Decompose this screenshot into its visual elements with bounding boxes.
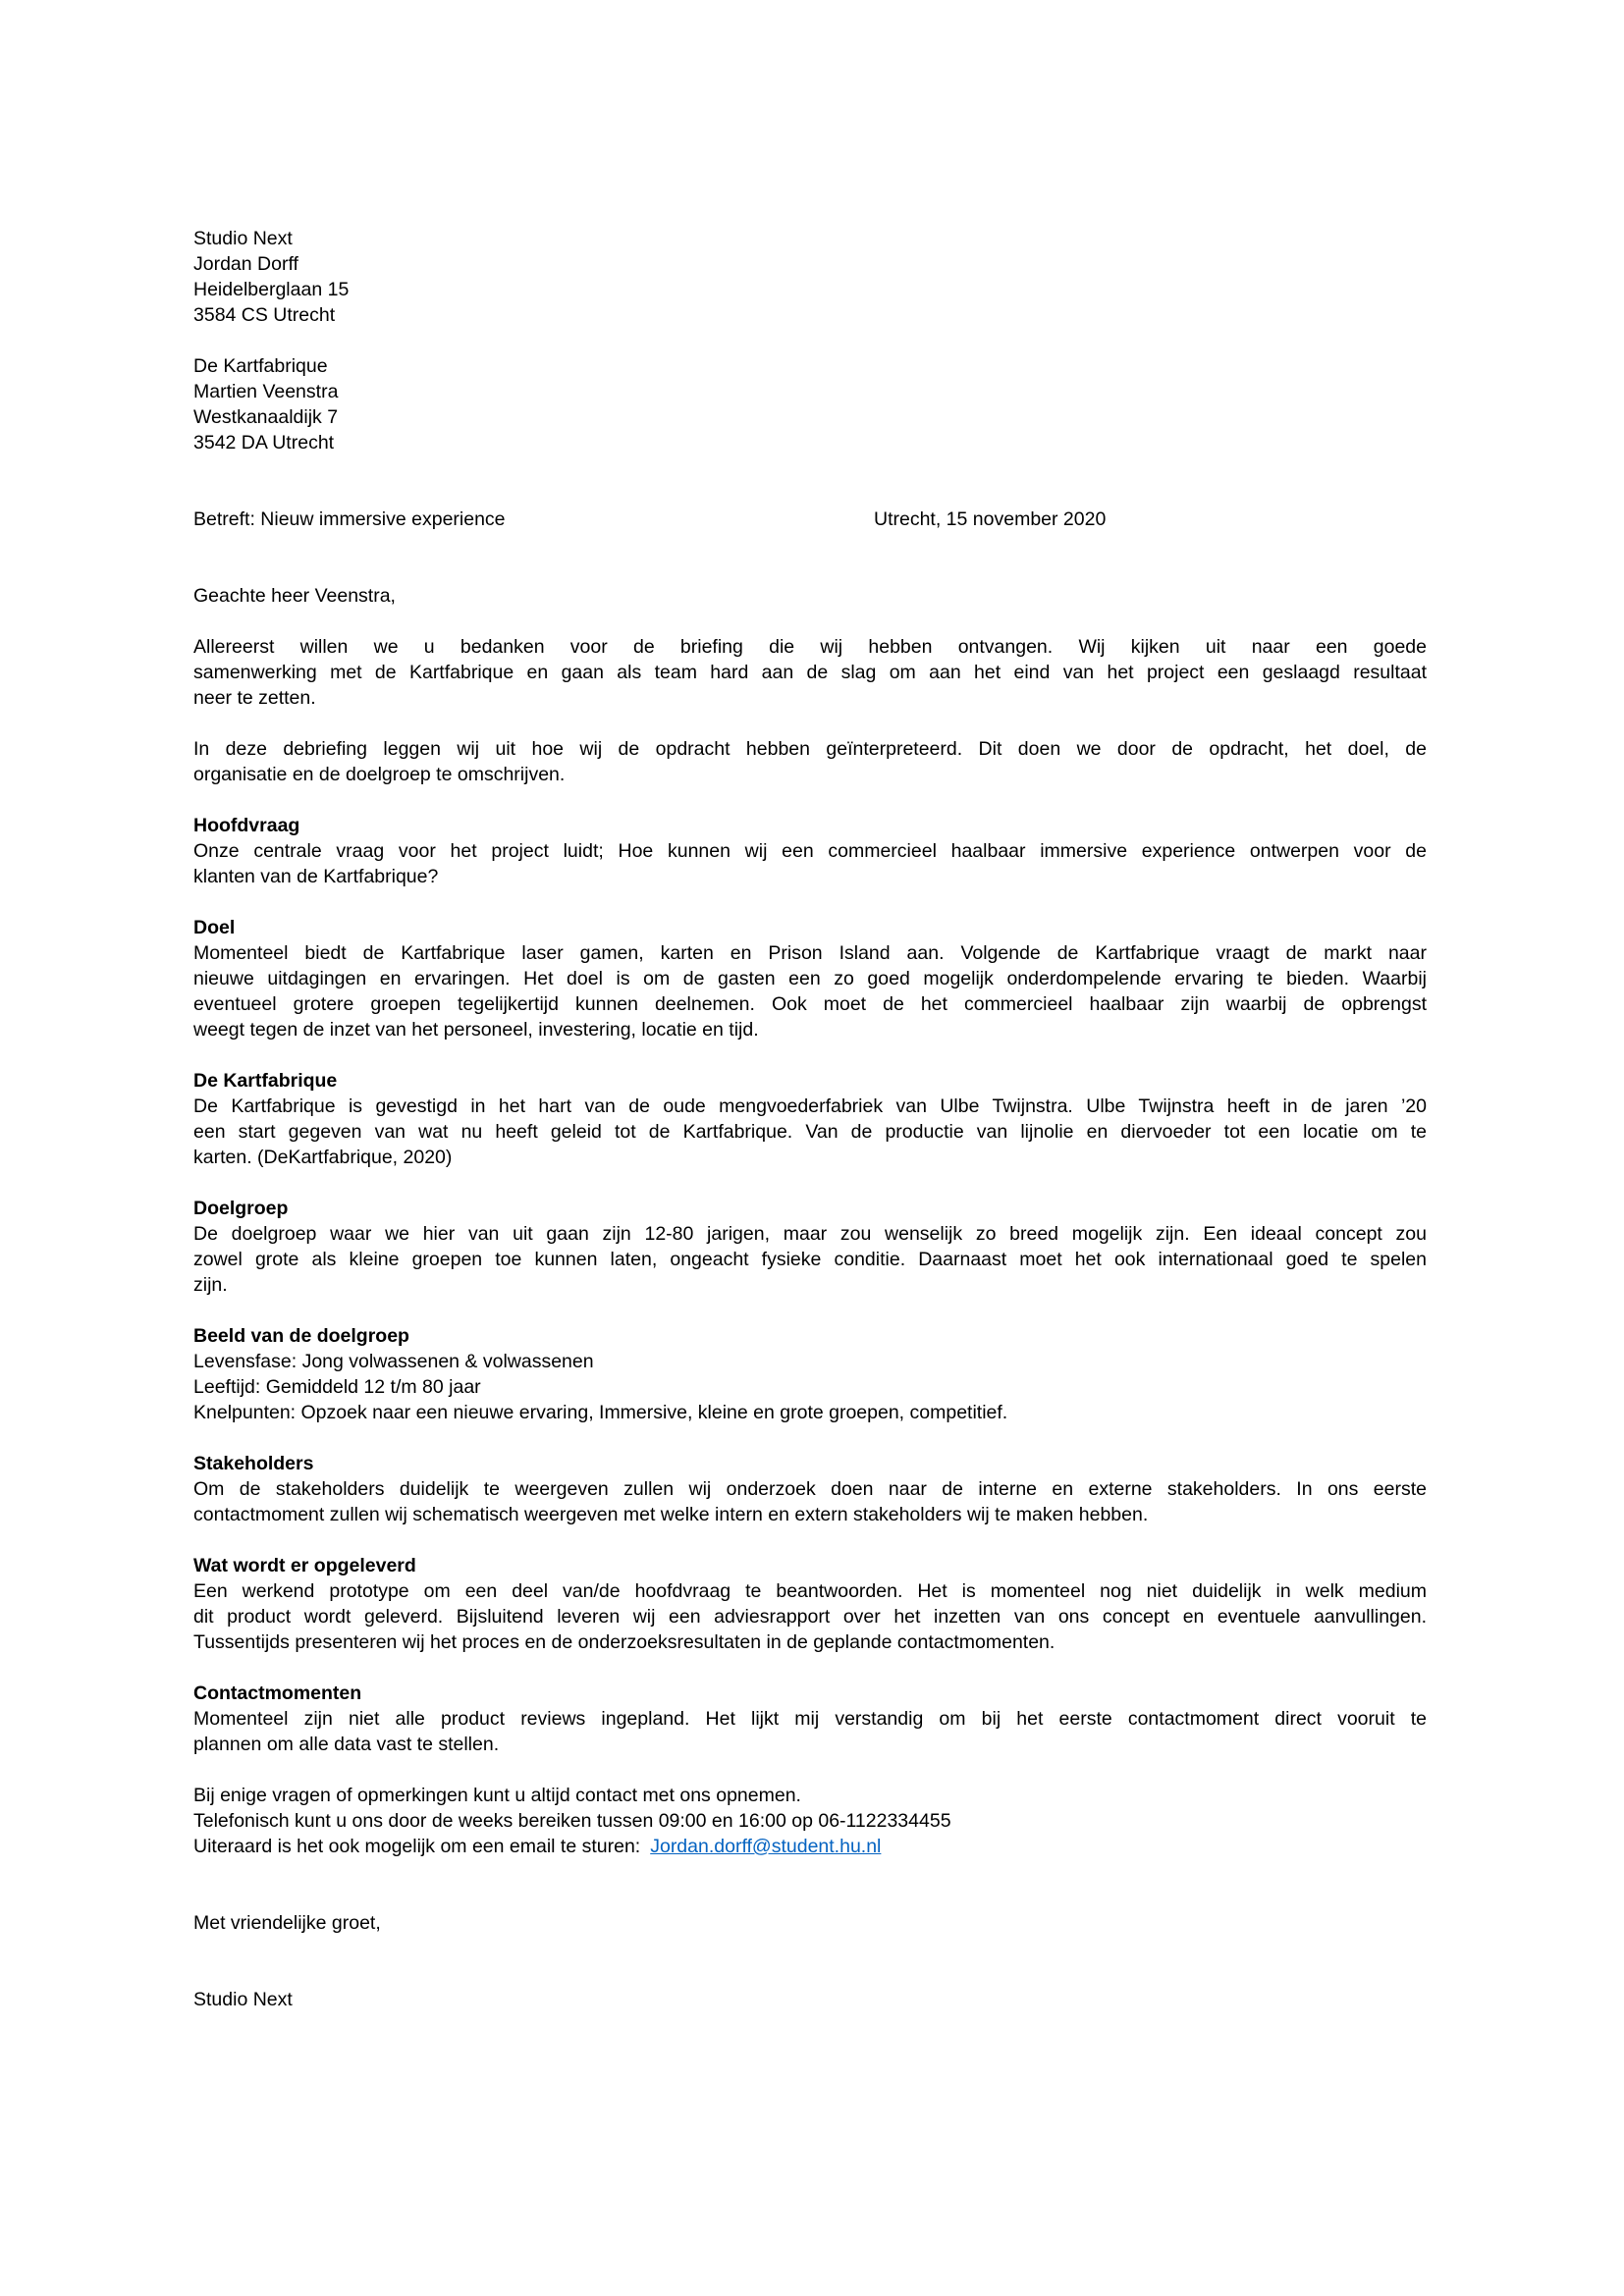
recipient-address [193, 353, 1427, 455]
intro-paragraph-2 [193, 736, 1427, 787]
body-line: zijn. [193, 1274, 228, 1296]
body-line: nieuwe uitdagingen en ervaringen. Het doel is om de gasten een zo goed mogelijk onderdompelende ervaring te bieden. Waarbij [193, 968, 1427, 989]
body-line: organisatie en de doelgroep te omschrijven. [193, 764, 566, 785]
body-line: Allereerst willen we u bedanken voor de briefing die wij hebben ontvangen. Wij kijken uit naar een goede [193, 636, 1427, 658]
contact-line: Telefonisch kunt u ons door de weeks bereiken tussen 09:00 en 16:00 op 06-1122334455 [193, 1810, 951, 1832]
body-line: karten. (DeKartfabrique, 2020) [193, 1147, 453, 1168]
sender-line: Jordan Dorff [193, 253, 298, 275]
section-hoofdvraag [193, 813, 1427, 889]
body-line: plannen om alle data vast te stellen. [193, 1734, 500, 1755]
body-line: neer te zetten. [193, 687, 316, 709]
section-heading: Doel [193, 917, 236, 938]
section-heading: De Kartfabrique [193, 1070, 338, 1092]
contact-line: Bij enige vragen of opmerkingen kunt u altijd contact met ons opnemen. [193, 1785, 801, 1806]
body-line: Momenteel zijn niet alle product reviews ingepland. Het lijkt mij verstandig om bij het eerste contactmoment direct vooruit te [193, 1708, 1427, 1730]
section-heading: Beeld van de doelgroep [193, 1325, 409, 1347]
letter-date: Utrecht, 15 november 2020 [874, 508, 1107, 530]
body-line: De doelgroep waar we hier van uit gaan zijn 12-80 jarigen, maar zou wenselijk zo breed mogelijk zijn. Een ideaal concept zou [193, 1223, 1427, 1245]
closing-salutation: Met vriendelijke groet, [193, 1912, 381, 1934]
body-line: De Kartfabrique is gevestigd in het hart van de oude mengvoederfabriek van Ulbe Twijnstra. Ulbe Twijnstra heeft in de jaren ’20 [193, 1095, 1427, 1117]
body-line: Tussentijds presenteren wij het proces en de onderzoeksresultaten in de geplande contactmomenten. [193, 1631, 1056, 1653]
body-line: Onze centrale vraag voor het project luidt; Hoe kunnen wij een commercieel haalbaar immersive experience ontwerpen voor de [193, 840, 1427, 862]
body-line: samenwerking met de Kartfabrique en gaan als team hard aan de slag om aan het eind van het project een geslaagd resultaat [193, 662, 1427, 683]
body-line: een start gegeven van wat nu heeft geleid tot de Kartfabrique. Van de productie van lijnolie en diervoeder tot een locatie om te [193, 1121, 1427, 1143]
sender-line: 3584 CS Utrecht [193, 304, 336, 326]
body-line: weegt tegen de inzet van het personeel, investering, locatie en tijd. [193, 1019, 759, 1041]
body-line: Om de stakeholders duidelijk te weergeven zullen wij onderzoek doen naar de interne en externe stakeholders. In ons eerste [193, 1478, 1427, 1500]
subject-line: Betreft: Nieuw immersive experience [193, 508, 506, 530]
intro-paragraph-1 [193, 634, 1427, 711]
signature: Studio Next [193, 1989, 293, 2010]
section-heading: Stakeholders [193, 1453, 314, 1474]
sender-address [193, 226, 1427, 328]
section-heading: Wat wordt er opgeleverd [193, 1555, 416, 1576]
body-line: Knelpunten: Opzoek naar een nieuwe ervaring, Immersive, kleine en grote groepen, competitief. [193, 1402, 1008, 1423]
section-de-kartfabrique [193, 1068, 1427, 1170]
subject-row [193, 507, 1427, 532]
contact-block [193, 1783, 1427, 1859]
recipient-line: Westkanaaldijk 7 [193, 406, 339, 428]
body-line: Een werkend prototype om een deel van/de hoofdvraag te beantwoorden. Het is momenteel nog niet duidelijk in welk medium [193, 1580, 1427, 1602]
body-line: zowel grote als kleine groepen toe kunnen laten, ongeacht fysieke conditie. Daarnaast moet het ook internationaal goed te spelen [193, 1249, 1427, 1270]
section-heading: Doelgroep [193, 1198, 289, 1219]
section-doelgroep [193, 1196, 1427, 1298]
body-line: contactmoment zullen wij schematisch weergeven met welke intern en extern stakeholders wij te maken hebben. [193, 1504, 1149, 1525]
body-line: Momenteel biedt de Kartfabrique laser gamen, karten en Prison Island aan. Volgende de Kartfabrique vraagt de markt naar [193, 942, 1427, 964]
recipient-line: De Kartfabrique [193, 355, 328, 377]
section-doel [193, 915, 1427, 1042]
body-line: Leeftijd: Gemiddeld 12 t/m 80 jaar [193, 1376, 481, 1398]
body-line: eventueel grotere groepen tegelijkertijd kunnen deelnemen. Ook moet de het commercieel haalbaar zijn waarbij de opbrengst [193, 993, 1427, 1015]
body-line: dit product wordt geleverd. Bijsluitend leveren wij een adviesrapport over het inzetten van ons concept en eventuele aanvullingen. [193, 1606, 1427, 1628]
body-line: klanten van de Kartfabrique? [193, 866, 439, 887]
salutation: Geachte heer Veenstra, [193, 585, 396, 607]
sender-line: Heidelberglaan 15 [193, 279, 350, 300]
section-heading: Hoofdvraag [193, 815, 300, 836]
email-prefix: Uiteraard is het ook mogelijk om een email te sturen: [193, 1836, 641, 1857]
contact-line [193, 1834, 1427, 1859]
sender-line: Studio Next [193, 228, 293, 249]
section-beeld-van-de-doelgroep [193, 1323, 1427, 1425]
email-link[interactable]: Jordan.dorff@student.hu.nl [650, 1836, 882, 1857]
recipient-line: 3542 DA Utrecht [193, 432, 335, 454]
body-line: Levensfase: Jong volwassenen & volwassenen [193, 1351, 594, 1372]
section-contactmomenten [193, 1681, 1427, 1757]
section-wat-wordt-er-opgeleverd [193, 1553, 1427, 1655]
section-stakeholders [193, 1451, 1427, 1527]
body-line: In deze debriefing leggen wij uit hoe wij de opdracht hebben geïnterpreteerd. Dit doen we door de opdracht, het doel, de [193, 738, 1427, 760]
section-heading: Contactmomenten [193, 1682, 362, 1704]
recipient-line: Martien Veenstra [193, 381, 339, 402]
